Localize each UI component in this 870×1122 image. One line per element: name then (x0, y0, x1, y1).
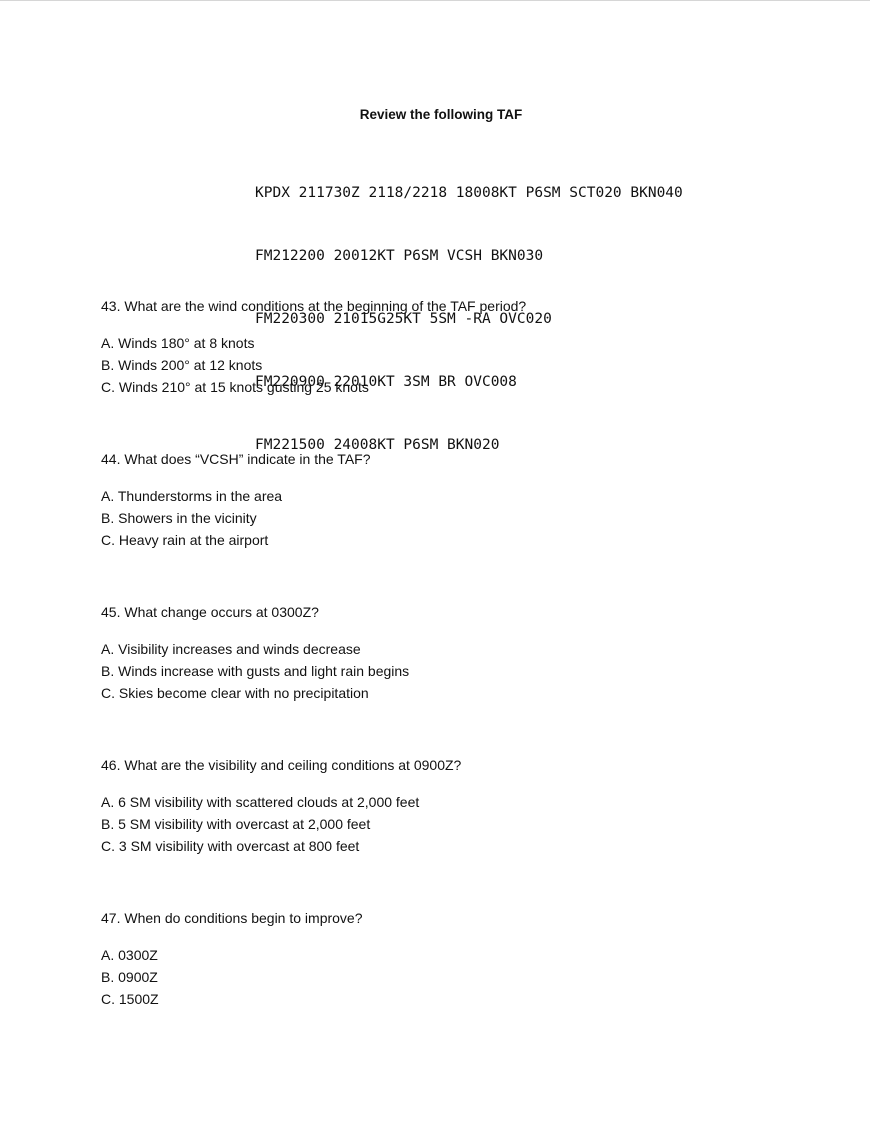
answer-option-c: C. 3 SM visibility with overcast at 800 feet (101, 838, 360, 854)
question-47 (101, 907, 801, 1060)
question-45 (101, 601, 801, 754)
answer-option-b: B. Winds increase with gusts and light rain begins (101, 663, 410, 679)
answer-option-b: B. Showers in the vicinity (101, 510, 257, 526)
question-text: 43. What are the wind conditions at the beginning of the TAF period? (101, 298, 527, 314)
answer-option-a: A. Winds 180° at 8 knots (101, 335, 255, 351)
question-text: 45. What change occurs at 0300Z? (101, 604, 319, 620)
answer-option-b: B. 0900Z (101, 969, 158, 985)
answer-option-a: A. 6 SM visibility with scattered clouds at 2,000 feet (101, 794, 420, 810)
answer-option-b: B. 5 SM visibility with overcast at 2,000 feet (101, 816, 371, 832)
answer-option-c: C. Heavy rain at the airport (101, 532, 269, 548)
answer-option-a: A. 0300Z (101, 947, 158, 963)
taf-line: FM220900 22010KT 3SM BR OVC008 (255, 374, 517, 390)
question-46 (101, 754, 801, 907)
taf-line: KPDX 211730Z 2118/2218 18008KT P6SM SCT020 BKN040 (255, 185, 683, 201)
taf-line: FM212200 20012KT P6SM VCSH BKN030 (255, 248, 544, 264)
answer-option-c: C. Winds 210° at 15 knots gusting 25 knots (101, 379, 369, 395)
top-border (0, 0, 870, 1)
answer-option-a: A. Thunderstorms in the area (101, 488, 283, 504)
taf-line: FM220300 21015G25KT 5SM -RA OVC020 (255, 311, 552, 327)
answer-option-b: B. Winds 200° at 12 knots (101, 357, 263, 373)
question-text: 46. What are the visibility and ceiling conditions at 0900Z? (101, 757, 462, 773)
answer-option-a: A. Visibility increases and winds decrease (101, 641, 361, 657)
question-44 (101, 448, 801, 601)
answer-option-c: C. Skies become clear with no precipitation (101, 685, 369, 701)
question-list (101, 295, 801, 1060)
question-text: 47. When do conditions begin to improve? (101, 910, 363, 926)
question-text: 44. What does “VCSH” indicate in the TAF? (101, 451, 371, 467)
document-heading: Review the following TAF (359, 107, 523, 122)
question-43 (101, 295, 801, 448)
taf-line: FM221500 24008KT P6SM BKN020 (255, 437, 500, 453)
answer-option-c: C. 1500Z (101, 991, 159, 1007)
